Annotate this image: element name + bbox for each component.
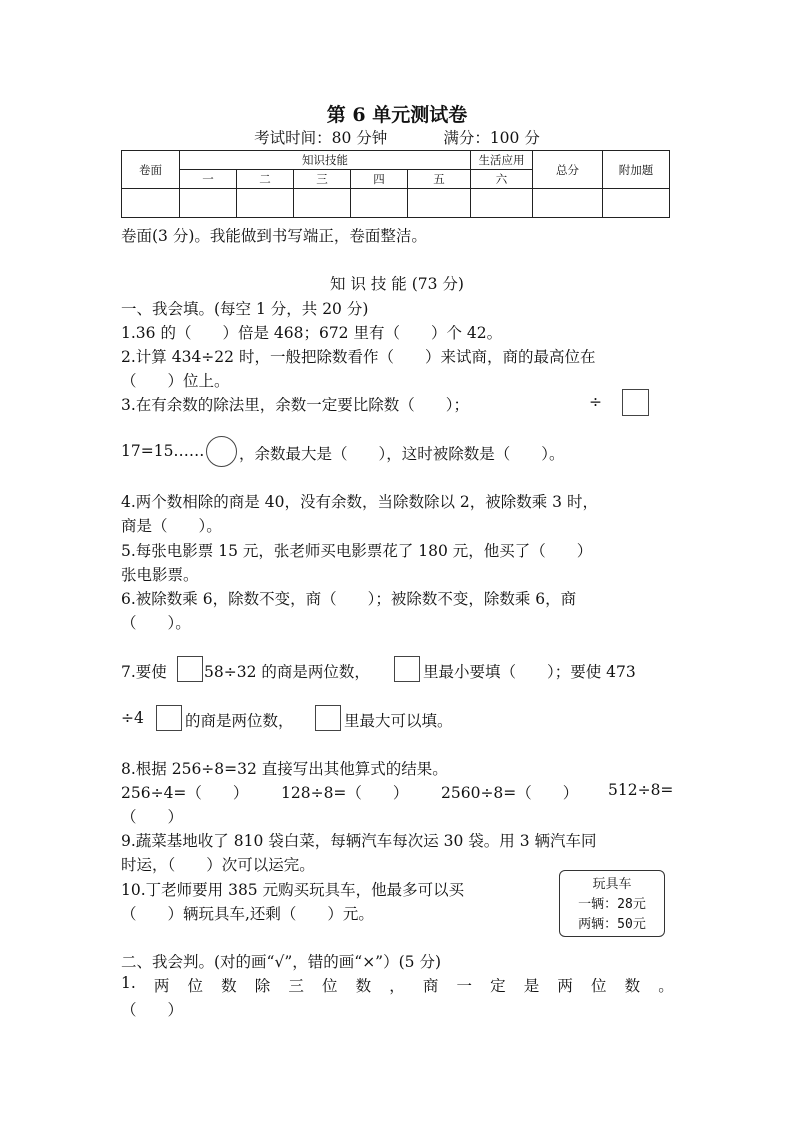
q-char: ， [389, 977, 405, 995]
juanmian-header: 卷面 [122, 151, 180, 189]
col-6: 六 [471, 170, 533, 189]
score-cell[interactable] [603, 189, 670, 218]
score-cell[interactable] [294, 189, 351, 218]
q-char: 位 [187, 977, 204, 995]
col-5: 五 [408, 170, 471, 189]
col-1: 一 [180, 170, 237, 189]
q-char: 数 [221, 977, 237, 995]
q-char: 1. [121, 974, 136, 992]
question-8-item-3: 2560÷8=（ ） [441, 784, 579, 802]
question-7b-mid: 的商是两位数， [185, 712, 294, 730]
question-8: 8.根据 256÷8=32 直接写出其他算式的结果。 [121, 760, 448, 778]
q-char: 。 [658, 977, 674, 995]
question-7-post: 里最小要填（ ）；要使 473 [423, 663, 636, 681]
part2-heading: 二、我会判。(对的画“√”，错的画“×”）(5 分) [121, 953, 441, 971]
score-cell[interactable] [180, 189, 237, 218]
answer-box[interactable] [177, 656, 203, 682]
question-3-line2-right: ，余数最大是（ ），这时被除数是（ ）。 [239, 445, 565, 463]
answer-box[interactable] [156, 705, 182, 731]
extra-header: 附加题 [603, 151, 670, 189]
toy-price-one: 一辆：28元 [578, 897, 646, 912]
exam-info [0, 126, 794, 148]
section-title: 知 识 技 能 (73 分) [330, 275, 464, 293]
question-8-last: （ ） [121, 808, 184, 826]
question-9-line1: 9.蔬菜基地收了 810 袋白菜，每辆汽车每次运 30 袋。用 3 辆汽车同 [121, 832, 597, 850]
score-table [121, 150, 670, 218]
answer-box[interactable] [622, 389, 649, 416]
col-3: 三 [294, 170, 351, 189]
answer-box[interactable] [394, 656, 420, 682]
q-char: 数 [355, 977, 372, 995]
q-char: 是 [523, 977, 540, 995]
q-char: 位 [322, 977, 338, 995]
answer-circle[interactable] [206, 436, 237, 467]
score-cell[interactable] [237, 189, 294, 218]
question-5-line2: 张电影票。 [121, 566, 199, 584]
question-4-line2: 商是（ ）。 [121, 517, 222, 535]
toy-price-box [559, 870, 665, 937]
question-7b-pre: ÷4 [121, 709, 144, 727]
life-header: 生活应用 [471, 151, 533, 170]
total-header: 总分 [533, 151, 603, 189]
question-3-line2-left: 17=15…… [121, 442, 205, 460]
q-char: 数 [624, 977, 641, 995]
part2-question-1 [121, 974, 674, 996]
toy-price-two: 两辆：50元 [578, 917, 646, 932]
part2-question-1-paren: （ ） [121, 1001, 184, 1019]
question-3-line1: 3.在有余数的除法里，余数一定要比除数（ ）； [121, 396, 470, 414]
score-cell[interactable] [408, 189, 471, 218]
toy-title: 玩具车 [592, 877, 632, 892]
division-sign: ÷ [589, 393, 602, 411]
q-char: 商 [422, 977, 439, 995]
question-7b-post: 里最大可以填。 [344, 712, 453, 730]
score-cell[interactable] [122, 189, 180, 218]
q-char: 两 [557, 977, 573, 995]
knowledge-header: 知识技能 [180, 151, 471, 170]
q-char: 除 [254, 977, 271, 995]
question-2-line1: 2.计算 434÷22 时，一般把除数看作（ ）来试商，商的最高位在 [121, 348, 596, 366]
question-4-line1: 4.两个数相除的商是 40，没有余数，当除数除以 2，被除数乘 3 时， [121, 493, 598, 511]
score-cell[interactable] [351, 189, 408, 218]
question-5-line1: 5.每张电影票 15 元，张老师买电影票花了 180 元，他买了（ ） [121, 542, 593, 560]
q-char: 三 [288, 977, 304, 995]
question-7-pre: 7.要使 [121, 663, 167, 681]
q-char: 两 [153, 977, 170, 995]
col-4: 四 [351, 170, 408, 189]
question-1: 1.36 的（ ）倍是 468；672 里有（ ）个 42。 [121, 324, 503, 342]
score-cell[interactable] [533, 189, 603, 218]
q-char: 位 [591, 977, 607, 995]
question-2-line2: （ ）位上。 [121, 372, 230, 390]
question-8-item-2: 128÷8=（ ） [281, 784, 409, 802]
page-title: 第 6 单元测试卷 [326, 104, 468, 126]
question-6-line1: 6.被除数乘 6，除数不变，商（ ）；被除数不变，除数乘 6，商 [121, 590, 577, 608]
part1-heading: 一、我会填。(每空 1 分，共 20 分) [121, 300, 369, 318]
question-8-item-4: 512÷8= [608, 781, 674, 799]
neatness-note: 卷面(3 分)。我能做到书写端正，卷面整洁。 [121, 227, 427, 245]
full-score: 满分：100 分 [443, 129, 540, 147]
question-10-line1: 10.丁老师要用 385 元购买玩具车，他最多可以买 [121, 881, 465, 899]
question-6-line2: （ ）。 [121, 614, 191, 632]
question-8-item-1: 256÷4=（ ） [121, 784, 249, 802]
question-7-mid: 58÷32 的商是两位数， [204, 663, 370, 681]
q-char: 定 [490, 977, 506, 995]
q-char: 一 [456, 977, 473, 995]
question-10-line2: （ ）辆玩具车,还剩（ ）元。 [121, 905, 374, 923]
score-cell[interactable] [471, 189, 533, 218]
col-2: 二 [237, 170, 294, 189]
exam-time: 考试时间：80 分钟 [254, 129, 388, 147]
question-9-line2: 时运，（ ）次可以运完。 [121, 856, 315, 874]
answer-box[interactable] [315, 705, 341, 731]
